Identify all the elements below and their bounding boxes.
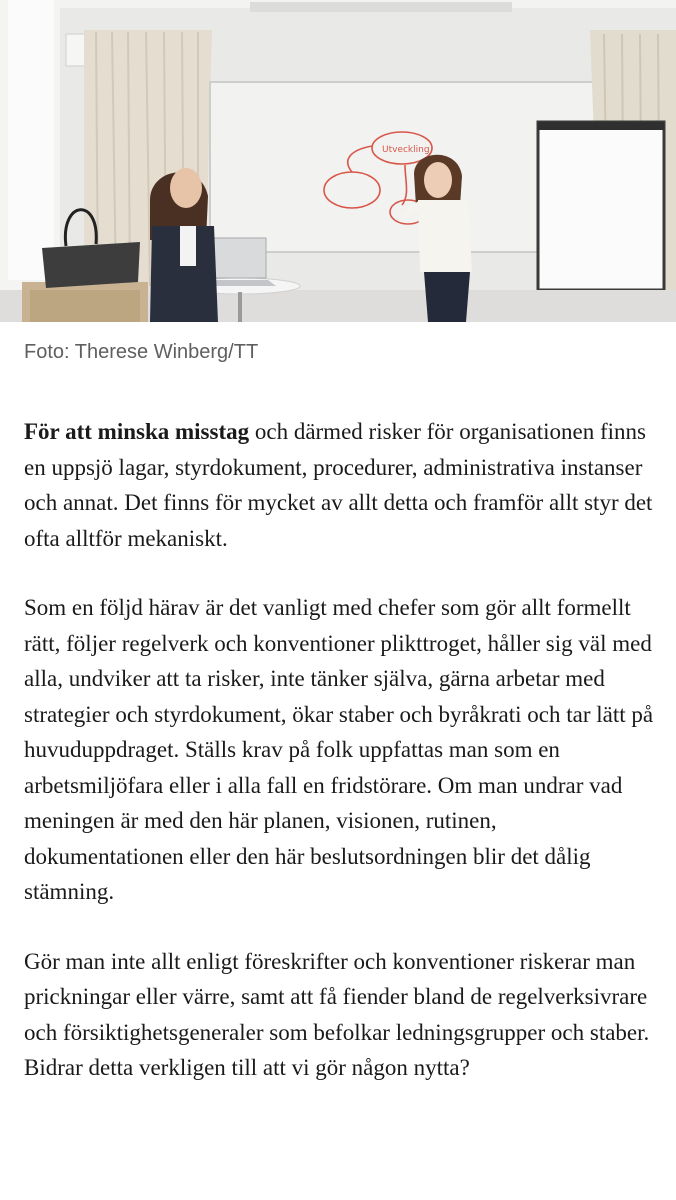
paragraph-1-lead: För att minska misstag bbox=[24, 419, 250, 444]
article-body bbox=[24, 414, 656, 1120]
article-photo[interactable] bbox=[0, 0, 676, 322]
paragraph-2: Som en följd härav är det vanligt med chefer som gör allt formellt rätt, följer regelverk och konventioner plikttroget, håller sig väl med alla, undviker att ta risker, inte tänker själva, gärna arbetar med strategier och styrdokument, ökar staber och byråkrati och tar lätt på huvuduppdraget. Ställs krav på folk uppfattas man som en arbetsmiljöfara eller i alla fall en fridstörare. Om man undrar vad meningen är med den här planen, visionen, rutinen, dokumentationen eller den här beslutsordningen blir det dålig stämning. bbox=[24, 595, 654, 904]
bottom-fade bbox=[0, 1170, 676, 1200]
paragraph-1-text: och därmed risker för organisationen finns en uppsjö lagar, styrdokument, procedurer, administrativa instanser och annat. Det finns för mycket av allt detta och framför allt styr det ofta alltför mekaniskt. bbox=[24, 419, 653, 551]
paragraph-3: Gör man inte allt enligt föreskrifter och konventioner riskerar man prickningar eller värre, samt att få fiender bland de regelverksivrare och försiktighetsgeneraler som befolkar ledningsgrupper och staber. Bidrar detta verkligen till att vi gör någon nytta? bbox=[24, 948, 650, 1080]
photo-caption: Foto: Therese Winberg/TT bbox=[24, 341, 259, 363]
whiteboard-scribble: Utveckling bbox=[382, 145, 430, 155]
photo-illustration bbox=[0, 0, 676, 322]
paragraph-1 bbox=[24, 414, 656, 556]
